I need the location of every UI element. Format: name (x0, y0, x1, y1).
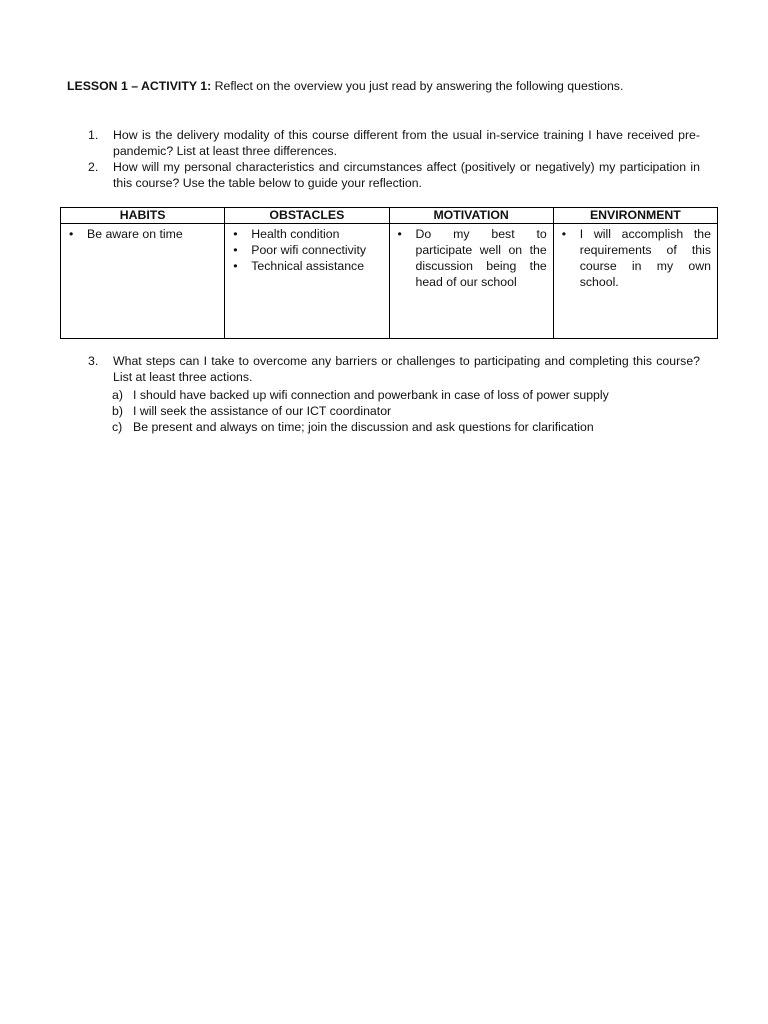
item-text: I should have backed up wifi connection and powerbank in case of loss of power supply (133, 388, 609, 402)
environment-cell (553, 224, 717, 339)
question-1 (88, 127, 700, 159)
motivation-cell (389, 224, 553, 339)
question-text: What steps can I take to overcome any barriers or challenges to participating and completing this course? List at least three actions. (113, 354, 700, 384)
reflection-table (60, 207, 718, 339)
list-item: • I will accomplish the requirements of this course in my own school. (560, 226, 711, 290)
header-environment: ENVIRONMENT (553, 208, 717, 224)
question-text: How will my personal characteristics and circumstances affect (positively or negatively) my participation in this course? Use the table below to guide your reflection. (113, 160, 700, 190)
obstacles-cell (225, 224, 389, 339)
activity-heading (67, 79, 707, 93)
actions-list (88, 387, 700, 435)
question-text: How is the delivery modality of this course different from the usual in-service training I have received pre-pandemic? List at least three differences. (113, 128, 700, 158)
table-row (61, 224, 718, 339)
question-number: 2. (88, 160, 99, 174)
item-marker: b) (112, 404, 123, 418)
item-text: I will seek the assistance of our ICT coordinator (133, 404, 392, 418)
activity-instruction: Reflect on the overview you just read by answering the following questions. (211, 79, 624, 93)
question-3 (88, 353, 700, 435)
question-number: 3. (88, 354, 99, 368)
header-obstacles: OBSTACLES (225, 208, 389, 224)
habits-cell (61, 224, 225, 339)
list-item (88, 419, 700, 435)
list-item: • Poor wifi connectivity (231, 242, 382, 258)
list-item: • Technical assistance (231, 258, 382, 274)
table-header-row (61, 208, 718, 224)
item-marker: c) (112, 420, 123, 434)
list-item: • Be aware on time (67, 226, 218, 242)
item-marker: a) (112, 388, 123, 402)
header-motivation: MOTIVATION (389, 208, 553, 224)
question-number: 1. (88, 128, 99, 142)
list-item (88, 403, 700, 419)
activity-label: LESSON 1 – ACTIVITY 1: (67, 79, 212, 93)
list-item (88, 387, 700, 403)
question-2 (88, 159, 700, 191)
list-item: • Health condition (231, 226, 382, 242)
item-text: Be present and always on time; join the discussion and ask questions for clarification (133, 420, 594, 434)
header-habits: HABITS (61, 208, 225, 224)
list-item: • Do my best to participate well on the discussion being the head of our school (396, 226, 547, 290)
